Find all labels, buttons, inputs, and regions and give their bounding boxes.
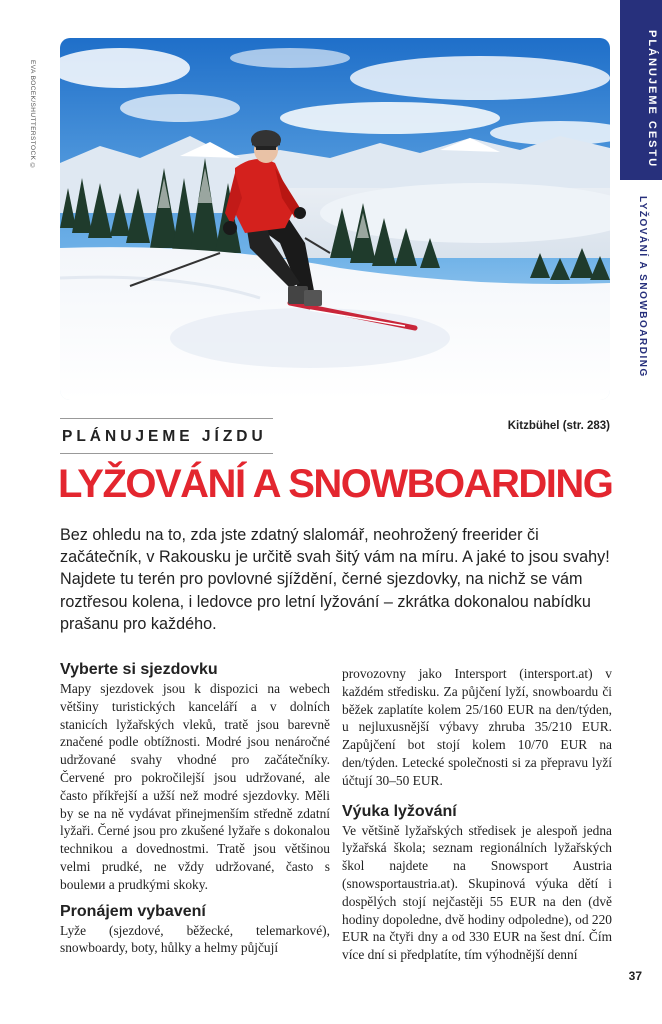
- page-title: LYŽOVÁNÍ A SNOWBOARDING: [58, 462, 613, 506]
- intro-line: Bez ohledu na to, zda jste zdatný slalomář, neohrožený freerider či: [60, 526, 539, 544]
- intro-line: začátečník, v Rakousku je určitě svah šitý vám na míru. A jaké to jsou svahy!: [60, 548, 610, 567]
- body-paragraph: Mapy sjezdovek jsou k dispozici na webech většiny turistických kanceláří a v dolních stanicích lyžařských vleků, tratě jsou barevně značené podle obtížnosti. Modré jsou nenáročné udržované svahy vhodné pro začátečníky. Červené pro pokročilejší jsou udržované, ale často příkřejší a užší než modré sjezdovky. Měli by se na ně vydávat přinejmenším středně zdatní lyžaři. Černé jsou pro zkušené lyžaře s dokonalou technikou a dovednostmi. Tratě jsou většinou velmi prudké, ne vždy udržované, často s bouleми a prudkými skoky.: [60, 681, 330, 892]
- kicker: PLÁNUJEME JÍZDU: [62, 428, 267, 445]
- photo-credit: EVA BOCEK/SHUTTERSTOCK ©: [29, 60, 36, 170]
- intro-line: Najdete tu terén pro povlovné sjíždění, černé sjezdovky, na nichž se vám: [60, 570, 583, 589]
- intro-paragraph: [60, 524, 620, 635]
- body-paragraph: Lyže (sjezdové, běžecké, telemarkové), snowboardy, boty, hůlky a helmy půjčují: [60, 922, 330, 956]
- intro-line: prašanu pro každého.: [60, 614, 217, 633]
- section-heading: Výuka lyžování: [342, 802, 457, 820]
- body-paragraph: provozovny jako Intersport (intersport.at) v každém středisku. Za půjčení lyží, snowboardu či běžek zaplatíte kolem 25/160 EUR na den/týden, u nejluxusnější výbavy zhruba 35/210 EUR. Zapůjčení bot stojí kolem 10/70 EUR na den/týden. Letecké společnosti si za přepravu lyží účtují 30–50 EUR.: [342, 666, 612, 788]
- side-tab-chapter-label: LYŽOVÁNÍ A SNOWBOARDING: [637, 196, 648, 378]
- skier-photo: [60, 38, 610, 400]
- section-heading: Vyberte si sjezdovku: [60, 661, 218, 678]
- kicker-bottom-rule: [60, 453, 273, 454]
- section-heading: Pronájem vybavení: [60, 902, 206, 920]
- left-column: [60, 660, 330, 957]
- side-tab-section-label: PLÁNUJEME CESTU: [646, 30, 658, 169]
- kicker-top-rule: [60, 418, 273, 419]
- photo-caption: Kitzbühel (str. 283): [507, 420, 610, 432]
- right-column: [342, 665, 612, 964]
- page-number: 37: [628, 969, 642, 983]
- body-paragraph: Ve většině lyžařských středisek je alespoň jedna lyžařská škola; seznam regionálních lyžařských škol najdete na Snowsport Austria (snowsportaustria.at). Skupinová výuka dětí i dospělých stojí nejčastěji 55 EUR na den (dvě hodiny dopoledne, dvě hodiny odpoledne), od 220 EUR na čtyři dny a od 330 EUR na šest dní. Čím více dní si předplatíte, tím výhodnější denní: [342, 822, 613, 963]
- intro-line: roztřesou kolena, i ledovce pro letní lyžování – zkrátka dokonalou nabídku: [60, 592, 591, 611]
